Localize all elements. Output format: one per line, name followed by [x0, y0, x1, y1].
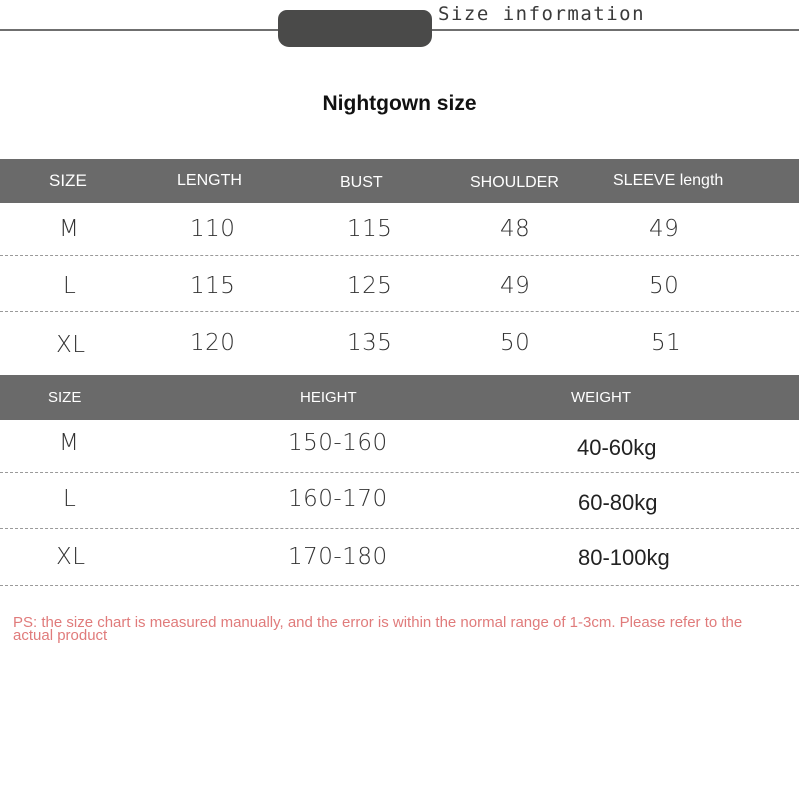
table-cell: 135 [347, 330, 393, 356]
table-cell: M [59, 216, 80, 242]
table-cell: 60-80kg [578, 490, 658, 515]
header-cell: HEIGHT [300, 389, 357, 406]
table-row [0, 312, 799, 375]
table-cell: XL [56, 544, 86, 570]
table-cell: 49 [500, 273, 531, 299]
header-cell: SIZE [49, 171, 87, 190]
header-cell: SLEEVE length [613, 172, 724, 189]
table-cell: L [63, 486, 77, 512]
table-cell: XL [56, 332, 86, 358]
table-header [0, 159, 799, 203]
table-cell: 50 [500, 330, 531, 356]
banner-tab [278, 10, 432, 47]
table-cell: 125 [347, 273, 393, 299]
table-cell: 40-60kg [577, 435, 657, 460]
table-cell: 80-100kg [578, 545, 670, 570]
header-cell: SHOULDER [470, 174, 559, 191]
table-row [0, 529, 799, 586]
table-cell: 110 [190, 216, 236, 242]
table-cell: 49 [649, 216, 680, 242]
header-cell: SIZE [48, 389, 82, 406]
header-cell: WEIGHT [571, 389, 631, 406]
table-header [0, 375, 799, 420]
table-cell: 150-160 [288, 430, 388, 456]
table-cell: 160-170 [288, 486, 388, 512]
table-cell: 170-180 [288, 544, 388, 570]
disclaimer-note: PS: the size chart is measured manually, and the error is within the normal range of 1-3cm. Please refer to the actual product [13, 614, 743, 644]
page-title: Nightgown size [322, 92, 477, 115]
banner-title: Size information [438, 3, 646, 25]
table-cell: 115 [347, 216, 393, 242]
header-cell: LENGTH [177, 172, 242, 189]
table-cell: 50 [649, 273, 680, 299]
table-cell: M [59, 430, 80, 456]
table-row [0, 256, 799, 312]
table-cell: 120 [190, 330, 236, 356]
table-cell: 115 [190, 273, 236, 299]
table-cell: L [63, 273, 77, 299]
table-cell: 48 [500, 216, 531, 242]
table-cell: 51 [651, 330, 682, 356]
table-row [0, 420, 799, 473]
table-row [0, 473, 799, 529]
table-row [0, 203, 799, 256]
header-cell: BUST [340, 174, 383, 191]
